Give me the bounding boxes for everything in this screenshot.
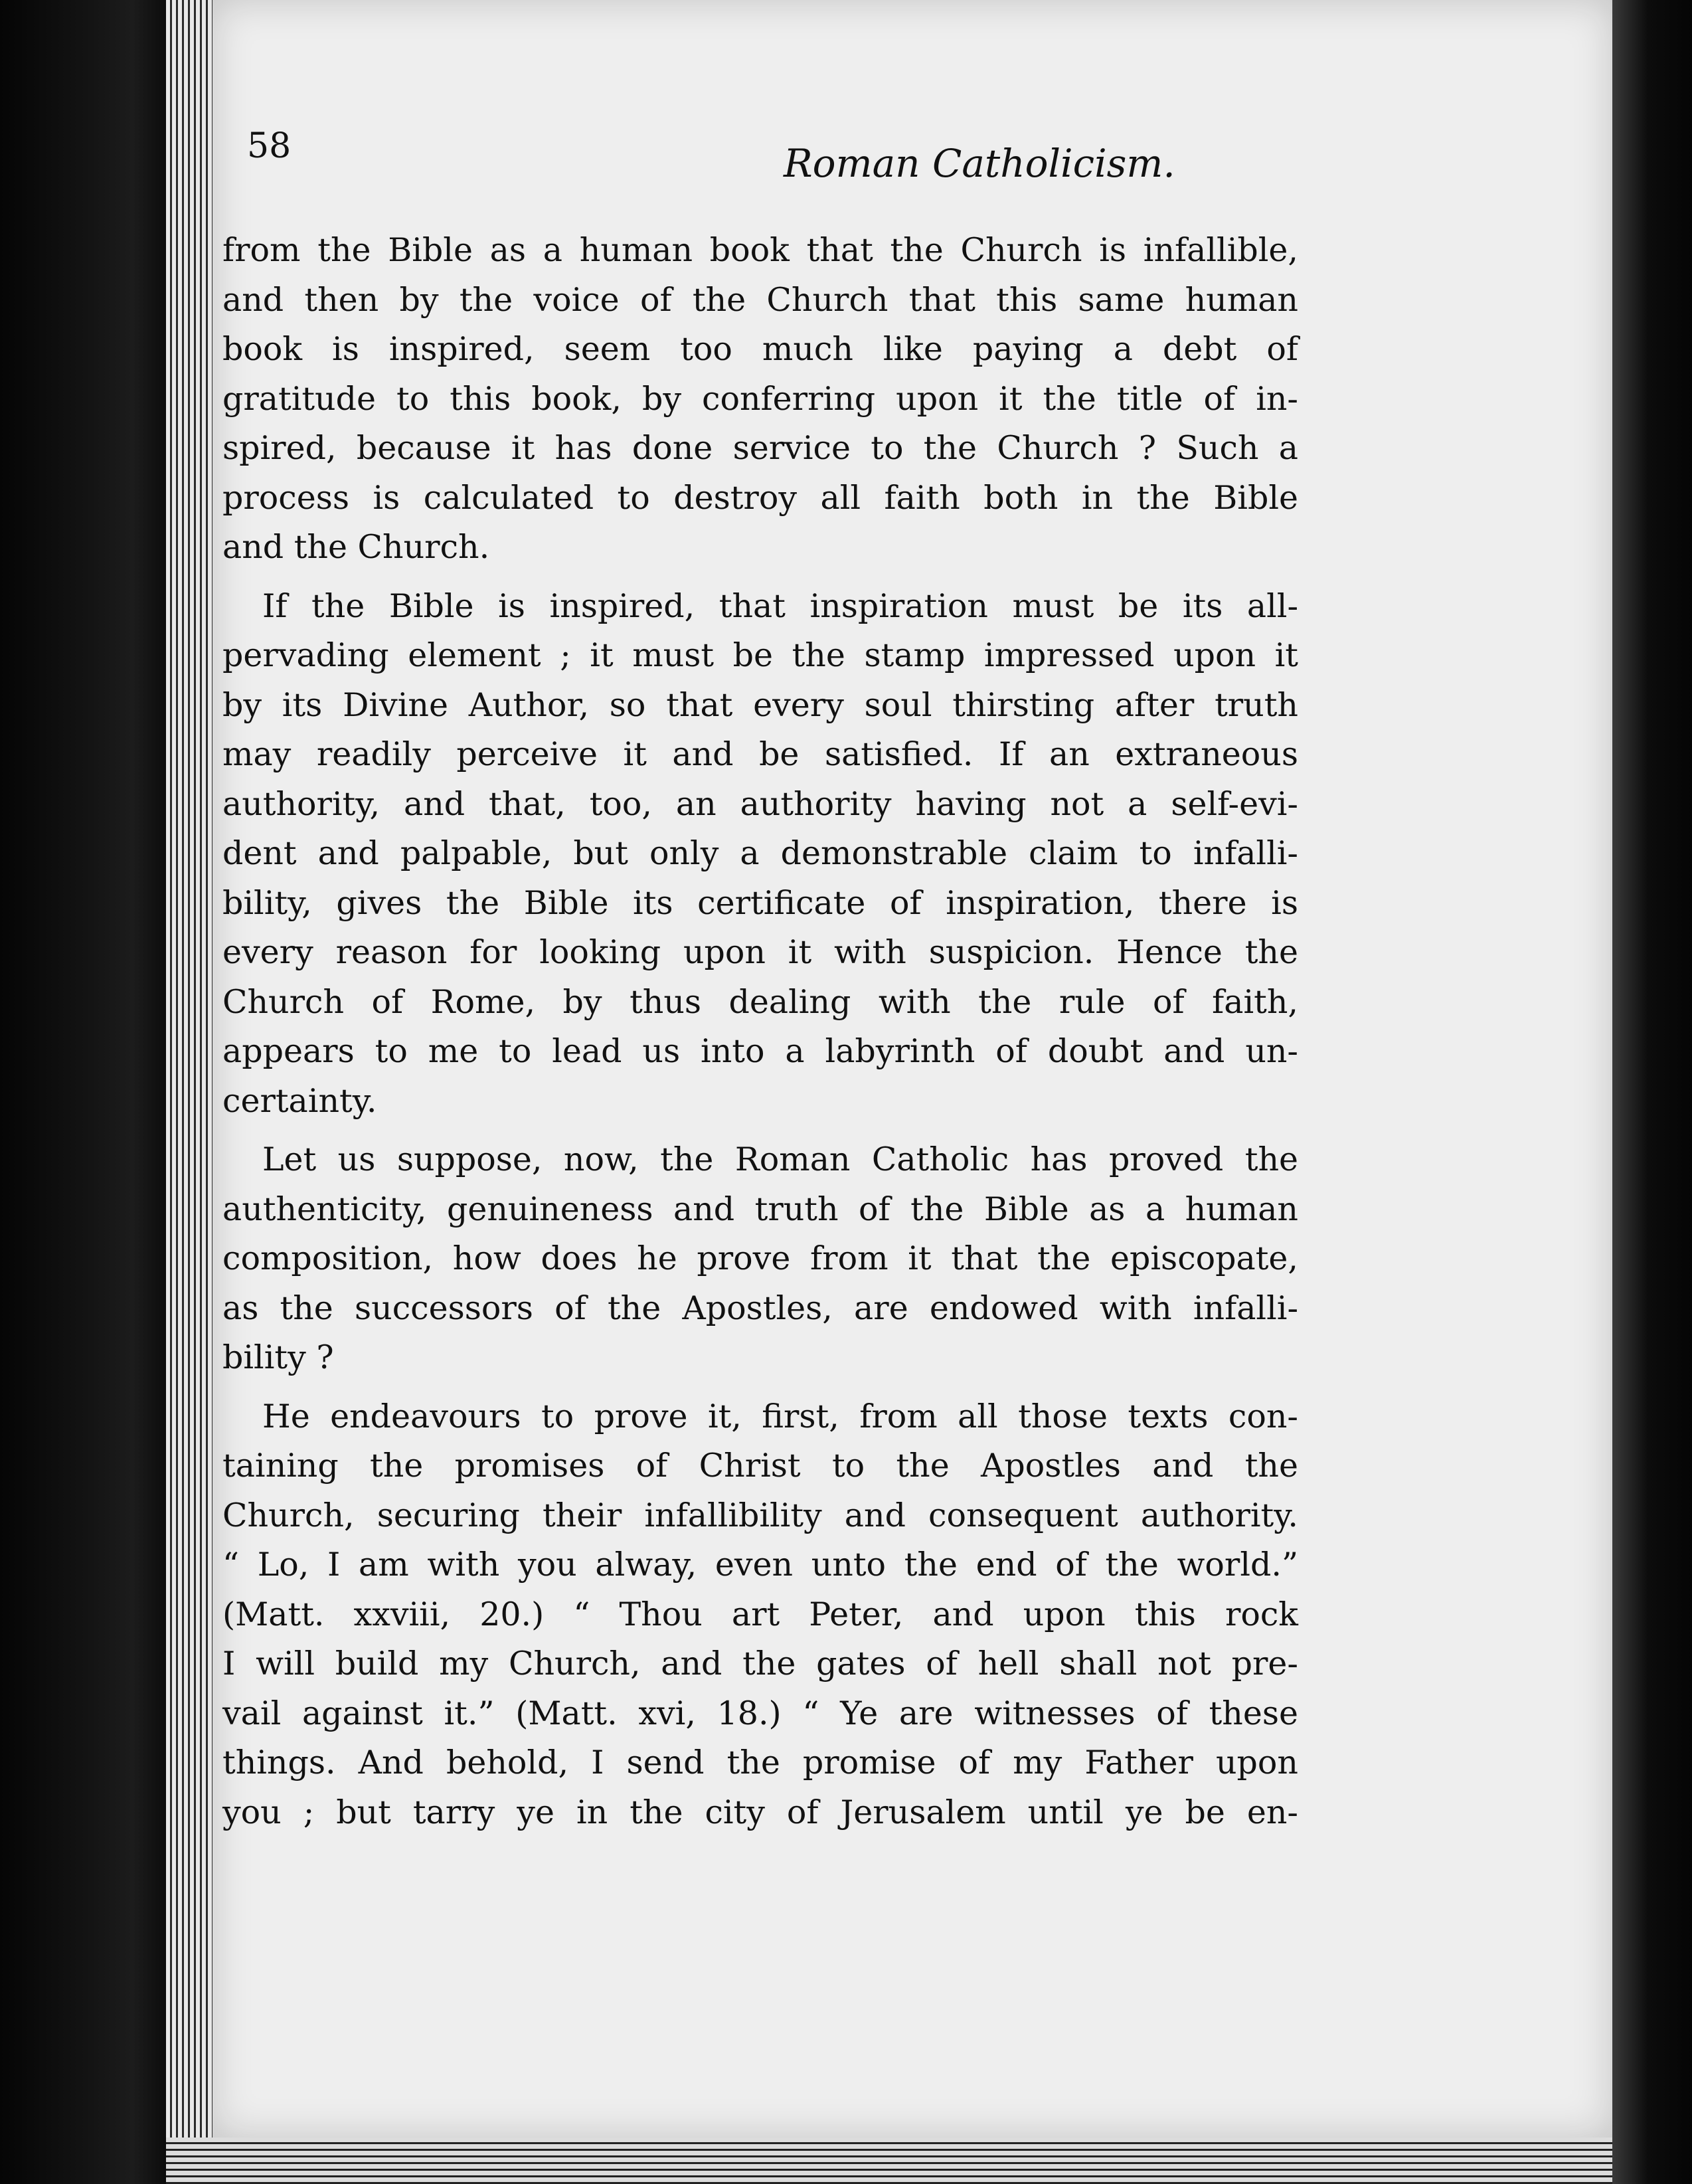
text-line: If the Bible is inspired, that inspiration must be its all- [262,587,1298,625]
text-line: appears to me to lead us into a labyrinth of doubt and un- [222,1032,1298,1070]
text-line: (Matt. xxviii, 20.) “ Thou art Peter, and upon this rock [222,1595,1298,1633]
text-line: composition, how does he prove from it that the episcopate, [222,1239,1298,1277]
paragraph-2 [222,582,1298,1127]
page-edges-bottom [166,2138,1612,2184]
text-line: authenticity, genuineness and truth of the Bible as a human [222,1190,1298,1228]
text-line: gratitude to this book, by conferring upon it the title of in- [222,379,1298,418]
text-line: as the successors of the Apostles, are endowed with infalli- [222,1289,1298,1327]
text-line: I will build my Church, and the gates of hell shall not pre- [222,1645,1298,1683]
page-edges-left [166,0,212,2184]
text-line: things. And behold, I send the promise of my Father upon [222,1744,1298,1781]
text-line: by its Divine Author, so that every soul thirsting after truth [222,685,1298,724]
text-line: and then by the voice of the Church that this same human [222,280,1298,319]
text-line: you ; but tarry ye in the city of Jerusalem until ye be en- [222,1793,1298,1831]
text-line: authority, and that, too, an authority having not a self-evi- [222,784,1298,823]
text-line: vail against it.” (Matt. xvi, 18.) “ Ye are witnesses of these [222,1694,1298,1732]
text-line: process is calculated to destroy all faith both in the Bible [222,478,1298,517]
text-line: bility, gives the Bible its certificate of inspiration, there is [222,883,1298,922]
paragraph-3 [222,1135,1298,1383]
text-line: taining the promises of Christ to the Apostles and the [222,1447,1298,1485]
text-line: from the Bible as a human book that the Church is infallible, [222,231,1298,269]
text-line: Let us suppose, now, the Roman Catholic has proved the [262,1140,1298,1178]
page-number: 58 [247,126,292,166]
running-title: Roman Catholicism. [784,141,1175,186]
book-spine [0,0,166,2184]
text-line: certainty. [222,1081,377,1120]
text-line: pervading element ; it must be the stamp impressed upon it [222,636,1298,674]
paragraph-4 [222,1392,1298,1838]
text-line: and the Church. [222,528,490,566]
text-line: dent and palpable, but only a demonstrable claim to infalli- [222,834,1298,872]
text-line: He endeavours to prove it, first, from all those texts con- [262,1397,1298,1435]
body-text [222,226,1298,1847]
page-edge-right [1612,0,1692,2184]
text-line: every reason for looking upon it with suspicion. Hence the [222,933,1298,971]
text-line: spired, because it has done service to the Church ? Such a [222,429,1298,467]
text-line: Church, securing their infallibility and consequent authority. [222,1496,1298,1534]
paragraph-1 [222,226,1298,573]
text-line: may readily perceive it and be satisfied. If an extraneous [222,735,1298,773]
text-line: “ Lo, I am with you alway, even unto the end of the world.” [222,1546,1298,1584]
text-line: book is inspired, seem too much like paying a debt of [222,330,1298,368]
text-line: bility ? [222,1338,334,1376]
text-line: Church of Rome, by thus dealing with the rule of faith, [222,982,1298,1021]
